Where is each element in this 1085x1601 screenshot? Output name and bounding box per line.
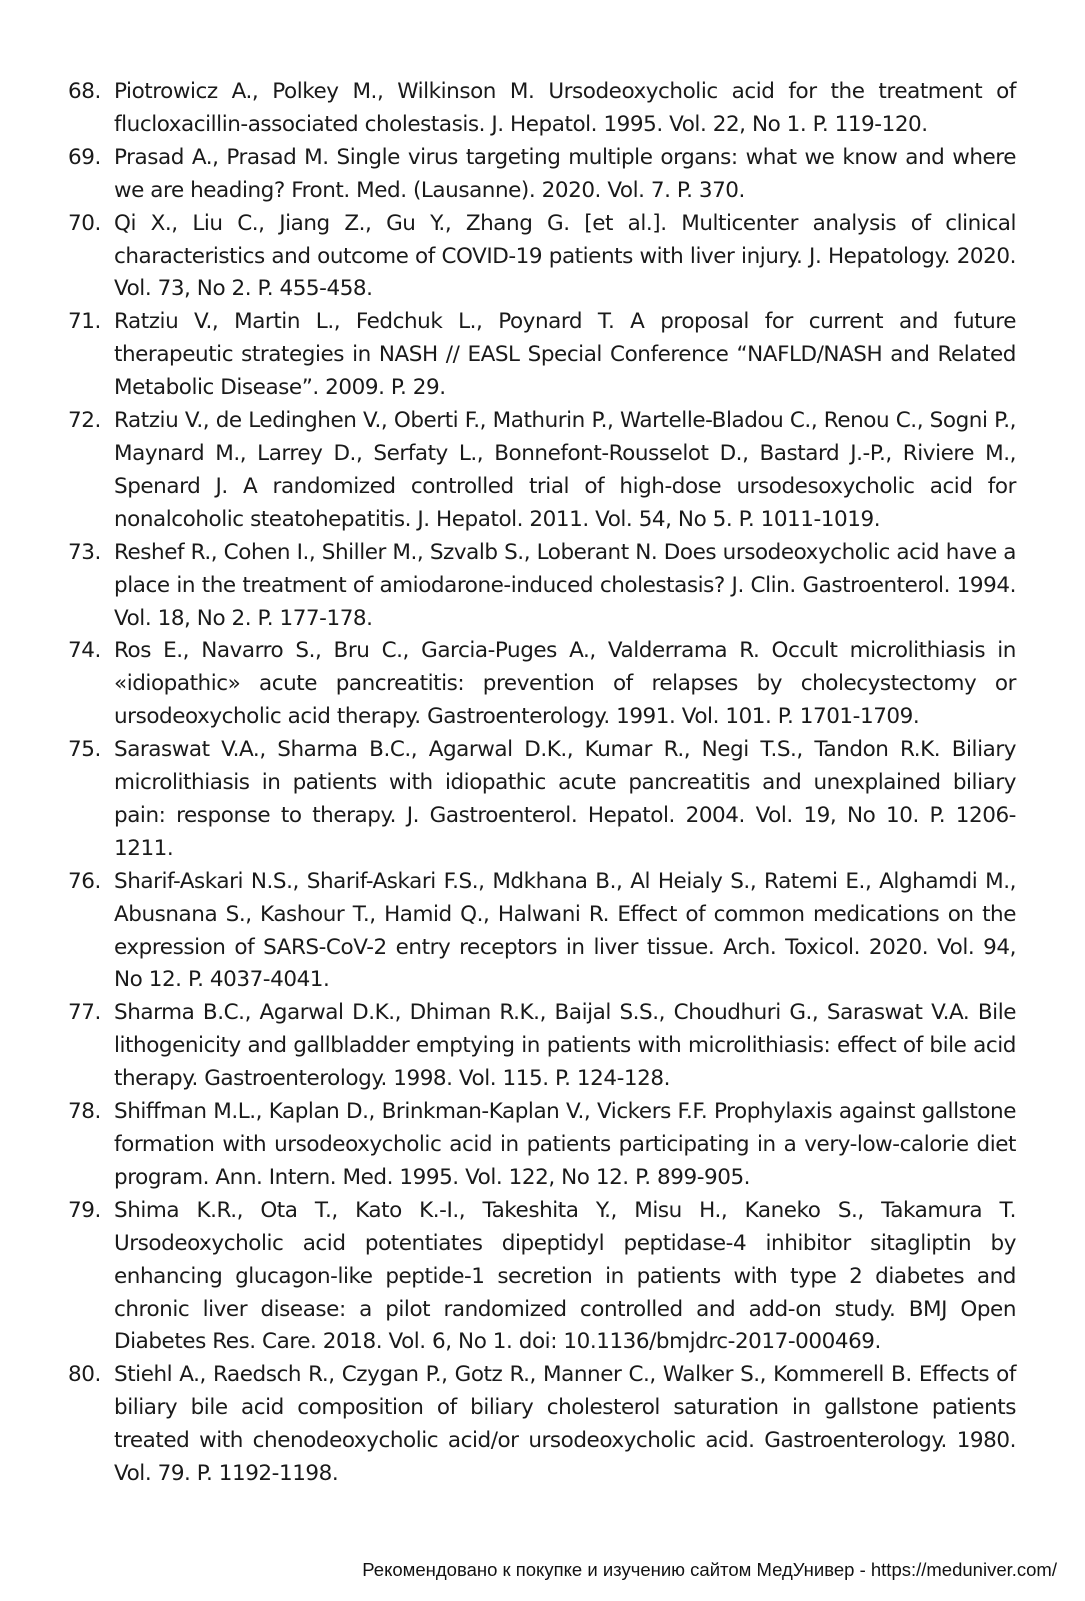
reference-text: Shiffman M.L., Kaplan D., Brinkman-Kaplan V., Vickers F.F. Prophylaxis against gallstone formation with ursodeoxycholic acid in patients participating in a very-low-calorie diet program. Ann. Intern. Med. 1995. Vol. 122, No 12. P. 899-905. [114,1099,1016,1190]
reference-text: Piotrowicz A., Polkey M., Wilkinson M. Ursodeoxycholic acid for the treatment of flucloxacillin-associated cholestasis. J. Hepatol. 1995. Vol. 22, No 1. P. 119-120. [114,79,1016,137]
reference-number: 76. [68,868,101,894]
reference-number: 77. [68,1000,101,1026]
reference-item [68,635,1016,734]
reference-text: Shima K.R., Ota T., Kato K.-I., Takeshita Y., Misu H., Kaneko S., Takamura T. Ursodeoxycholic acid potentiates dipeptidyl peptidase-4 inhibitor sitagliptin by enhancing glucagon-like peptide-1 secretion in patients with type 2 diabetes and chronic liver disease: a pilot randomized controlled and add-on study. BMJ Open Diabetes Res. Care. 2018. Vol. 6, No 1. doi: 10.1136/bmjdrc-2017-000469. [114,1197,1016,1355]
reference-item [68,997,1016,1096]
reference-text: Ratziu V., de Ledinghen V., Oberti F., Mathurin P., Wartelle-Bladou C., Renou C., Sogni P., Maynard M., Larrey D., Serfaty L., Bonnefont-Rousselot D., Bastard J.-P., Riviere M., Spenard J. A randomized controlled trial of high-dose ursodesoxycholic acid for nonalcoholic steatohepatitis. J. Hepatol. 2011. Vol. 54, No 5. P. 1011-1019. [114,408,1016,532]
reference-item [68,405,1016,537]
reference-item [68,142,1016,208]
reference-number: 79. [68,1197,101,1223]
reference-number: 71. [68,309,101,335]
reference-text: Qi X., Liu C., Jiang Z., Gu Y., Zhang G. [et al.]. Multicenter analysis of clinical characteristics and outcome of COVID-19 patients with liver injury. J. Hepatology. 2020. Vol. 73, No 2. P. 455-458. [114,210,1016,302]
reference-number: 73. [68,539,101,565]
reference-list [68,76,1016,1491]
footer-recommendation: Рекомендовано к покупке и изучению сайтом МедУнивер - https://meduniver.com/ [362,1559,1057,1580]
reference-number: 72. [68,408,101,434]
reference-number: 69. [68,144,101,170]
reference-text: Prasad A., Prasad M. Single virus targeting multiple organs: what we know and where we are heading? Front. Med. (Lausanne). 2020. Vol. 7. P. 370. [114,144,1016,203]
reference-text: Ratziu V., Martin L., Fedchuk L., Poynard T. A proposal for current and future therapeutic strategies in NASH // EASL Special Conference “NAFLD/NASH and Related Metabolic Disease”. 2009. P. 29. [114,309,1016,401]
reference-number: 74. [68,638,101,664]
reference-text: Stiehl A., Raedsch R., Czygan P., Gotz R., Manner C., Walker S., Kommerell B. Effects of biliary bile acid composition of biliary cholesterol saturation in gallstone patients treated with chenodeoxycholic acid/or ursodeoxycholic acid. Gastroenterology. 1980. Vol. 79. P. 1192-1198. [114,1362,1016,1487]
reference-item [68,1195,1016,1360]
reference-item [68,866,1016,998]
reference-text: Reshef R., Cohen I., Shiller M., Szvalb S., Loberant N. Does ursodeoxycholic acid have a place in the treatment of amiodarone-induced cholestasis? J. Clin. Gastroenterol. 1994. Vol. 18, No 2. P. 177-178. [114,539,1016,631]
reference-number: 70. [68,210,101,236]
reference-item [68,208,1016,307]
reference-text: Sharma B.C., Agarwal D.K., Dhiman R.K., Baijal S.S., Choudhuri G., Saraswat V.A. Bile lithogenicity and gallbladder emptying in patients with microlithiasis: effect of bile acid therapy. Gastroenterology. 1998. Vol. 115. P. 124-128. [114,1000,1016,1092]
reference-item [68,734,1016,866]
reference-number: 68. [68,79,101,104]
reference-item [68,76,1016,142]
reference-text: Saraswat V.A., Sharma B.C., Agarwal D.K., Kumar R., Negi T.S., Tandon R.K. Biliary microlithiasis in patients with idiopathic acute pancreatitis and unexplained biliary pain: response to therapy. J. Gastroenterol. Hepatol. 2004. Vol. 19, No 10. P. 1206-1211. [114,737,1016,861]
reference-item [68,1096,1016,1195]
reference-text: Sharif-Askari N.S., Sharif-Askari F.S., Mdkhana B., Al Heialy S., Ratemi E., Alghamdi M., Abusnana S., Kashour T., Hamid Q., Halwani R. Effect of common medications on the expression of SARS-CoV-2 entry receptors in liver tissue. Arch. Toxicol. 2020. Vol. 94, No 12. P. 4037-4041. [114,868,1016,993]
reference-item [68,306,1016,405]
reference-item [68,1359,1016,1491]
reference-number: 78. [68,1099,101,1125]
reference-item [68,537,1016,636]
reference-text: Ros E., Navarro S., Bru C., Garcia-Puges A., Valderrama R. Occult microlithiasis in «idiopathic» acute pancreatitis: prevention of relapses by cholecystectomy or ursodeoxycholic acid therapy. Gastroenterology. 1991. Vol. 101. P. 1701-1709. [114,638,1016,730]
reference-number: 80. [68,1362,101,1388]
reference-number: 75. [68,737,101,763]
